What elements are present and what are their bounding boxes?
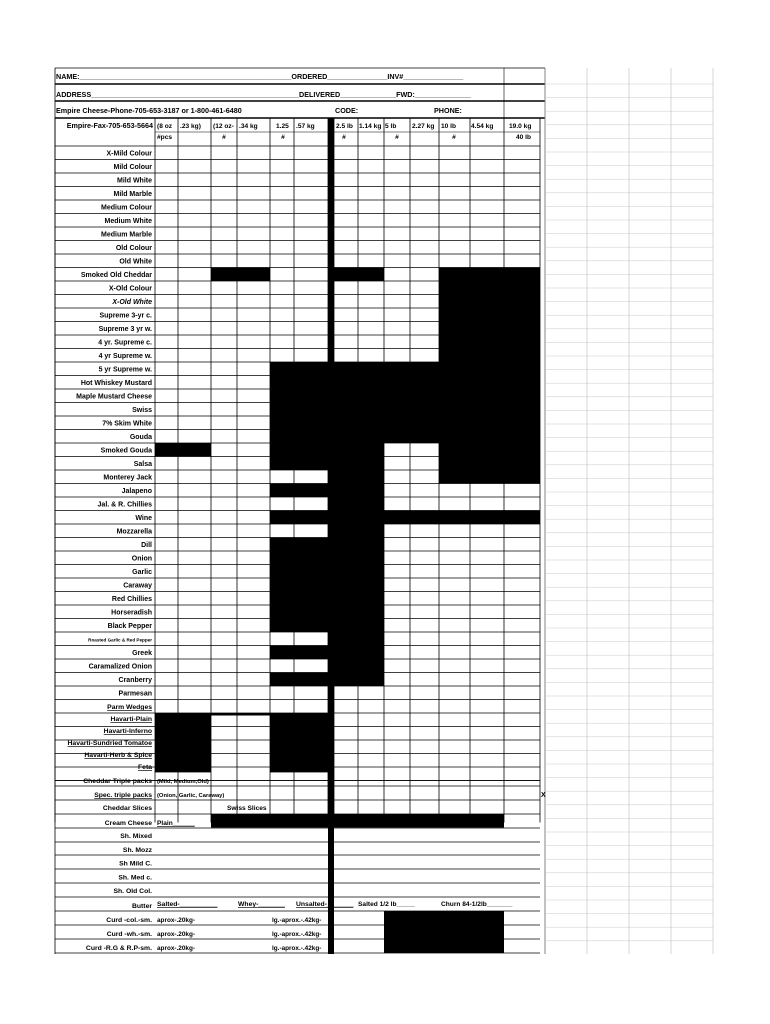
shaded-cell xyxy=(270,565,328,579)
size-header: 19.0 kg xyxy=(509,123,532,130)
weight-header: 40 lb xyxy=(516,134,532,141)
product-label: Roasted Garlic & Red Pepper xyxy=(88,637,152,643)
shaded-cell xyxy=(334,619,384,633)
shaded-cell xyxy=(334,673,384,687)
size-header: 2.5 lb xyxy=(336,123,353,130)
shaded-cells xyxy=(155,268,540,954)
shaded-cell xyxy=(439,268,540,282)
shaded-cell xyxy=(334,605,384,619)
size-header: (8 oz xyxy=(157,123,173,130)
size-header: 10 lb xyxy=(441,123,457,130)
product-label: X-Old White xyxy=(112,299,152,306)
shaded-cell xyxy=(270,673,328,687)
shaded-cell xyxy=(439,322,540,336)
size-header: .34 kg xyxy=(239,123,258,130)
product-label: Gouda xyxy=(129,434,152,441)
cream-cheese-label: Cream Cheese xyxy=(104,820,152,827)
product-label: Cranberry xyxy=(118,677,152,684)
product-label: 4 yr Supreme w. xyxy=(98,353,152,360)
count-header: # xyxy=(281,134,285,141)
special-label: Havarti-Herb & Spice xyxy=(84,752,152,759)
pack-note: (Mild, Medium,Old) xyxy=(157,779,209,785)
shaded-cell xyxy=(270,511,328,525)
product-label: X-Old Colour xyxy=(108,285,152,293)
shaded-cell xyxy=(270,362,328,376)
count-header: # xyxy=(452,134,456,141)
shaded-cell xyxy=(334,511,540,525)
shaded-cell xyxy=(270,592,328,606)
special-label: Havarti-Inferno xyxy=(103,728,152,735)
shaded-cell xyxy=(270,430,328,444)
shaded-cell xyxy=(334,403,540,417)
product-label: Parmesan xyxy=(118,690,152,698)
shaded-cell xyxy=(155,713,211,772)
pack-label: Cheddar Slices xyxy=(102,805,152,812)
product-label: Wine xyxy=(135,515,152,522)
product-label: Mild Marble xyxy=(113,191,152,198)
size-header: 2.27 kg xyxy=(412,123,435,130)
product-label: Jalapeno xyxy=(121,488,152,495)
shaded-cell xyxy=(270,457,328,471)
shaded-cell xyxy=(270,619,328,633)
side-mark: X xyxy=(541,792,546,799)
shaded-cell xyxy=(334,470,384,484)
shaded-cell xyxy=(270,551,328,565)
pack-label: Cheddar Triple packs xyxy=(83,778,152,785)
product-label: Garlic xyxy=(132,569,152,576)
shredded-label: Sh. Old Col. xyxy=(113,888,152,896)
butter-unsalted: Unsalted-_______ xyxy=(296,901,354,908)
shaded-cell xyxy=(270,605,328,619)
shaded-cell xyxy=(211,268,270,282)
product-label: 4 yr. Supreme c. xyxy=(98,339,152,347)
right-margin-grid xyxy=(545,68,713,954)
address-line: ADDRESS____________________________________________________DELIVERED______________FWD:______________ xyxy=(56,90,471,99)
shaded-cell xyxy=(334,565,384,579)
shaded-cell xyxy=(334,632,384,646)
shaded-cell xyxy=(270,484,328,498)
product-label: Dill xyxy=(141,542,152,549)
product-label: Smoked Old Cheddar xyxy=(80,272,152,279)
curd-small: aprox-.20kg- xyxy=(157,945,196,952)
product-label: Mild Colour xyxy=(113,164,152,171)
shaded-cell xyxy=(334,814,504,828)
size-header: 1.25 xyxy=(276,123,289,130)
count-header: # xyxy=(342,134,346,141)
special-label: Havarti-Sundried Tomatoe xyxy=(67,740,152,747)
shaded-cell xyxy=(270,389,328,403)
shaded-cell xyxy=(334,430,540,444)
pack-label: Spec. triple packs xyxy=(94,792,152,799)
shaded-cell xyxy=(270,538,328,552)
phone-label: PHONE: xyxy=(434,106,462,115)
shaded-cell xyxy=(439,308,540,322)
count-header: # xyxy=(395,134,399,141)
shaded-cell xyxy=(270,713,328,772)
product-label: 7% Skim White xyxy=(102,420,152,428)
product-label: Onion xyxy=(131,555,152,563)
shaded-cell xyxy=(439,349,540,363)
size-header: .57 kg xyxy=(296,123,315,130)
column-divider xyxy=(328,118,334,954)
shredded-label: Sh. Mozz xyxy=(122,846,152,854)
shaded-cell xyxy=(334,524,384,538)
shaded-cell xyxy=(334,268,384,282)
shaded-cell xyxy=(155,443,211,457)
shaded-cell xyxy=(334,551,384,565)
code-label: CODE: xyxy=(335,106,359,115)
product-label: Smoked Gouda xyxy=(100,447,152,455)
shaded-cell xyxy=(334,659,384,673)
shaded-cell xyxy=(270,376,328,390)
pack-note: Swiss Slices xyxy=(227,805,267,812)
shaded-cell xyxy=(334,376,540,390)
product-label: Caramalized Onion xyxy=(88,663,152,671)
shaded-cell xyxy=(270,578,328,592)
curd-large: lg.-aprox.-.42kg- xyxy=(272,917,322,924)
product-label: Mild White xyxy=(117,177,152,185)
butter-whey: Whey-_______ xyxy=(238,901,285,908)
shaded-cell xyxy=(334,416,540,430)
size-header: (12 oz- xyxy=(213,123,234,130)
curd-small: aprox-.20kg- xyxy=(157,917,196,924)
butter-salted-half: Salted 1/2 lb_____ xyxy=(358,901,415,908)
product-label: 5 yr Supreme w. xyxy=(98,366,152,374)
product-label: Salsa xyxy=(133,461,152,468)
shaded-cell xyxy=(211,814,328,828)
product-label: Horseradish xyxy=(111,609,152,617)
product-label: Red Chillies xyxy=(111,596,152,603)
shaded-cell xyxy=(270,416,328,430)
butter-salted: Salted-__________ xyxy=(157,901,218,908)
size-header: 1.14 kg xyxy=(359,123,382,130)
product-label: Black Pepper xyxy=(107,623,152,630)
curd-large: lg.-aprox.-.42kg- xyxy=(272,931,322,938)
special-label: Havarti-Plain xyxy=(110,716,152,723)
size-header: 4.54 kg xyxy=(471,123,494,130)
size-header: 5 lb xyxy=(385,123,397,130)
shaded-cell xyxy=(270,403,328,417)
fax-line: Empire-Fax-705-653-5664 xyxy=(66,121,153,130)
pcs-header: #pcs xyxy=(157,134,173,141)
shaded-cell xyxy=(334,578,384,592)
count-header: # xyxy=(222,134,226,141)
shaded-cell xyxy=(270,646,328,660)
product-label: X-Mild Colour xyxy=(106,150,152,158)
product-label: Supreme 3 yr w. xyxy=(98,326,152,333)
pack-note: (Onion, Garlic, Caraway) xyxy=(157,793,225,799)
phone-line: Empire Cheese-Phone-705-653-3187 or 1-800-461-6480 xyxy=(56,106,242,115)
curd-small: aprox-.20kg- xyxy=(157,931,196,938)
shaded-cell xyxy=(439,281,540,295)
curd-large: lg.-aprox.-.42kg- xyxy=(272,945,322,952)
product-label: Mozzarella xyxy=(116,528,152,536)
shaded-cell xyxy=(384,911,504,953)
shredded-label: Sh. Mixed xyxy=(120,833,152,840)
shaded-cell xyxy=(439,335,540,349)
product-label: Greek xyxy=(132,650,152,657)
shredded-label: Sh Mild C. xyxy=(119,860,152,868)
product-label: Maple Mustard Cheese xyxy=(76,393,152,401)
product-label: Medium Colour xyxy=(101,204,152,212)
shaded-cell xyxy=(334,497,384,511)
shaded-cell xyxy=(439,295,540,309)
shredded-label: Sh. Med c. xyxy=(118,874,152,882)
curd-label: Curd -R.G & R.P-sm. xyxy=(85,945,152,952)
shaded-cell xyxy=(334,443,384,457)
shaded-cell xyxy=(439,443,540,457)
curd-label: Curd -wh.-sm. xyxy=(106,931,152,938)
name-line: NAME:_____________________________________________________ORDERED_______________INV#_______________ xyxy=(56,72,464,81)
shaded-cell xyxy=(439,457,540,471)
curd-label: Curd -col.-sm. xyxy=(106,917,152,924)
shaded-cell xyxy=(334,457,384,471)
product-label: Swiss xyxy=(132,407,152,414)
shaded-cell xyxy=(334,592,384,606)
shaded-cell xyxy=(334,538,384,552)
shaded-cell xyxy=(334,484,384,498)
shaded-cell xyxy=(270,443,328,457)
size-header: .23 kg) xyxy=(180,123,201,130)
shaded-cell xyxy=(334,389,540,403)
product-label: Hot Whiskey Mustard xyxy=(80,380,152,387)
cream-cheese-option: Plain______ xyxy=(157,820,195,827)
shaded-cell xyxy=(334,362,540,376)
shaded-cell xyxy=(439,470,540,484)
product-label: Caraway xyxy=(123,582,152,590)
special-label: Parm Wedges xyxy=(107,704,152,711)
product-label: Supreme 3-yr c. xyxy=(99,312,152,320)
product-label: Old Colour xyxy=(115,245,152,252)
shaded-cell xyxy=(334,646,384,660)
special-label: Feta xyxy=(138,764,152,771)
product-label: Jal. & R. Chillies xyxy=(97,501,152,509)
butter-label: Butter xyxy=(131,903,152,910)
butter-churn: Churn 84-1/2lb_______ xyxy=(441,901,513,908)
product-label: Monterey Jack xyxy=(103,474,152,482)
product-label: Old White xyxy=(119,258,152,266)
product-label: Medium Marble xyxy=(101,231,152,239)
product-label: Medium White xyxy=(104,218,152,225)
